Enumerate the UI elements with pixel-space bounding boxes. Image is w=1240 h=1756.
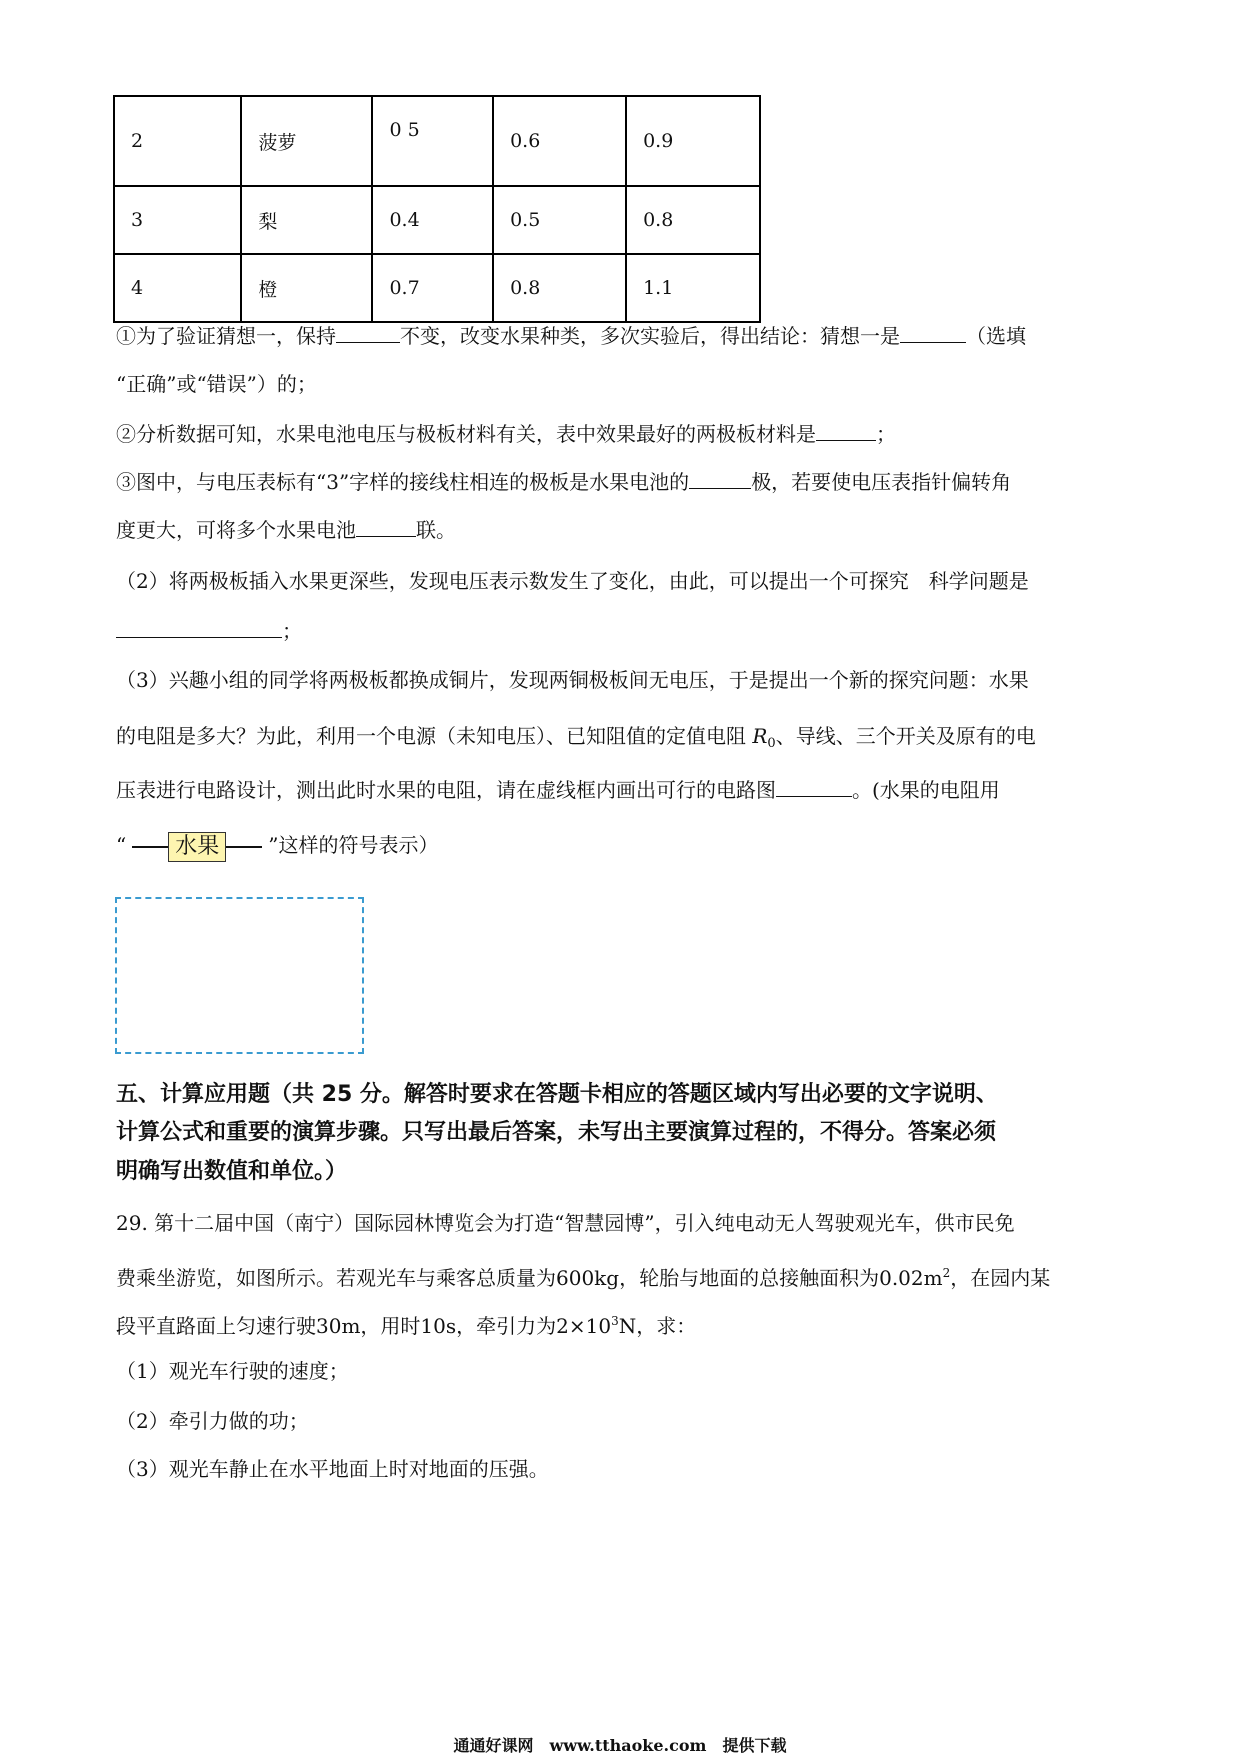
table-cell: 0.6	[493, 96, 626, 186]
section-5-heading-line3: 明确写出数值和单位。）	[116, 1159, 348, 1184]
answer-blank[interactable]	[336, 322, 400, 343]
q29-sub2: （2）牵引力做的功；	[116, 1409, 309, 1433]
q1-line1: ①为了验证猜想一，保持 不变，改变水果种类，多次实验后，得出结论：猜想一是 （选填	[116, 324, 1026, 348]
table-cell: 0.8	[626, 186, 760, 254]
answer-blank[interactable]	[776, 776, 852, 797]
table-cell: 3	[114, 186, 241, 254]
q3-line3: 压表进行电路设计，测出此时水果的电阻，请在虚线框内画出可行的电路图 。(水果的电阻用	[116, 778, 1000, 802]
answer-blank[interactable]	[900, 322, 966, 343]
circuit-drawing-box[interactable]	[115, 897, 364, 1054]
answer-blank[interactable]	[356, 516, 416, 537]
table-cell: 2	[114, 96, 241, 186]
table-cell: 0.5	[493, 186, 626, 254]
table-cell: 0.7	[372, 254, 493, 322]
answer-blank[interactable]	[816, 420, 876, 441]
table-cell: 0.4	[372, 186, 493, 254]
table-row	[114, 96, 760, 186]
footer-text: 通通好课网 www.tthaoke.com 提供下载	[453, 1736, 787, 1755]
q1-line4: ③图中，与电压表标有“3”字样的接线柱相连的极板是水果电池的 极，若要使电压表指针偏转角	[116, 470, 1012, 494]
q29-line3: 段平直路面上匀速行驶30m，用时10s，牵引力为$2\times 10^3N$，求：	[116, 1314, 697, 1338]
table-cell: 橙	[241, 254, 372, 322]
q1-line5: 度更大，可将多个水果电池 联。	[116, 518, 456, 542]
q3-line1: （3）兴趣小组的同学将两极板都换成铜片，发现两铜极板间无电压，于是提出一个新的探究问题：水果	[116, 668, 1029, 692]
q3-line2: 的电阻是多大？为此，利用一个电源（未知电压）、已知阻值的定值电阻 $R_0$、导线、三个开关及原有的电	[116, 724, 1036, 751]
r0-symbol: $R_0$	[752, 724, 776, 751]
data-table	[113, 95, 761, 323]
section-5-heading-line1: 五、计算应用题（共 25 分。解答时要求在答题卡相应的答题区域内写出必要的文字说明、	[116, 1082, 998, 1107]
fruit-resistor-symbol: 水果	[132, 832, 262, 862]
q29-sub3: （3）观光车静止在水平地面上时对地面的压强。	[116, 1457, 549, 1481]
table-cell: 梨	[241, 186, 372, 254]
q29-line2: 费乘坐游览，如图所示。若观光车与乘客总质量为600kg，轮胎与地面的总接触面积为$0.02m^2$，在园内某	[116, 1266, 1051, 1290]
table-cell: 4	[114, 254, 241, 322]
q2-line2: ；	[116, 617, 1126, 645]
table-cell: 0.8	[493, 254, 626, 322]
answer-blank[interactable]	[689, 468, 751, 489]
answer-blank[interactable]	[116, 617, 282, 638]
q1-line3: ②分析数据可知，水果电池电压与极板材料有关，表中效果最好的两极板材料是 ；	[116, 422, 896, 446]
table-cell: 菠萝	[241, 96, 372, 186]
table-cell: 1.1	[626, 254, 760, 322]
q1-line2: “正确”或“错误”）的；	[116, 372, 317, 396]
q2-line1: （2）将两极板插入水果更深些，发现电压表示数发生了变化，由此，可以提出一个可探究 科学问题是	[116, 569, 1029, 593]
q29-sub1: （1）观光车行驶的速度；	[116, 1359, 349, 1383]
table-cell: 0.9	[626, 96, 760, 186]
q3-line4: “ 水果 ”这样的符号表示）	[116, 831, 1126, 862]
q29-line1: 29. 第十二届中国（南宁）国际园林博览会为打造“智慧园博”，引入纯电动无人驾驶观光车，供市民免	[116, 1211, 1015, 1235]
table-cell: 0 5	[372, 96, 493, 186]
table-row	[114, 186, 760, 254]
section-5-heading-line2: 计算公式和重要的演算步骤。只写出最后答案，未写出主要演算过程的，不得分。答案必须	[116, 1120, 997, 1145]
table-row	[114, 254, 760, 322]
